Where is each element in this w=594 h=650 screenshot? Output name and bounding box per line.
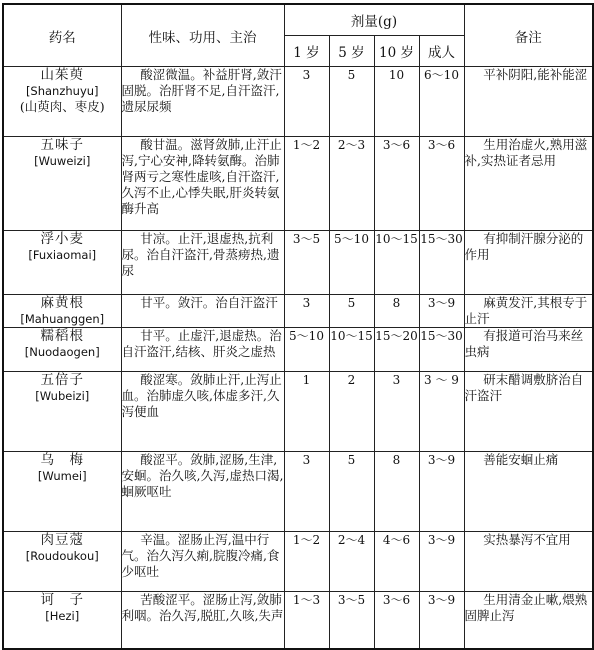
dose-age-10: 4～6: [374, 532, 419, 592]
dose-age-5: 3～5: [329, 592, 374, 649]
herb-properties: 甘平。敛汗。治自汗盗汗: [121, 295, 284, 328]
dose-age-10: 3: [374, 372, 419, 452]
table-row: [3, 67, 593, 137]
table-row: [3, 328, 593, 372]
herb-name: 五味子: [40, 137, 84, 153]
herb-note: 平补阴阳,能补能涩: [464, 67, 593, 137]
dose-age-1: 5～10: [284, 328, 329, 372]
dose-age-1: 3～5: [284, 231, 329, 295]
header-age-1: 1 岁: [284, 36, 329, 67]
herb-properties: 酸甘温。滋肾敛肺,止汗止泻,宁心安神,降转氨酶。治肺肾两亏之寒性虚咳,自汗盗汗,久泻不止,心悸失眠,肝炎转氨酶升高: [121, 137, 284, 231]
dose-age-10: 8: [374, 452, 419, 532]
herb-name: 山茱萸: [40, 67, 84, 83]
herb-name: 糯稻根: [40, 328, 84, 344]
herb-note: 生用清金止嗽,煨熟固脾止泻: [464, 592, 593, 649]
dose-adult: 3～9: [419, 592, 464, 649]
herb-pinyin: [Nuodaogen]: [24, 345, 100, 359]
herb-note: 生用治虚火,熟用滋补,实热证者忌用: [464, 137, 593, 231]
herb-properties: 酸涩微温。补益肝肾,敛汗固脱。治肝肾不足,自汗盗汗,遗尿尿频: [121, 67, 284, 137]
herb-name: 乌 梅: [40, 452, 84, 468]
herb-note: 有报道可治马来丝虫病: [464, 328, 593, 372]
herb-note: 实热暴泻不宜用: [464, 532, 593, 592]
dose-age-5: 5: [329, 452, 374, 532]
herb-table: [2, 3, 594, 650]
dose-age-1: 1: [284, 372, 329, 452]
table-body: [3, 67, 593, 649]
dose-age-1: 3: [284, 295, 329, 328]
herb-properties: 酸涩寒。敛肺止汗,止泻止血。治肺虚久咳,体虚多汗,久泻便血: [121, 372, 284, 452]
header-name: 药名: [3, 4, 121, 67]
header-props: 性味、功用、主治: [121, 4, 284, 67]
herb-pinyin: [Wuweizi]: [34, 154, 91, 168]
herb-note: 麻黄发汗,其根专于止汗: [464, 295, 593, 328]
dose-age-1: 1～2: [284, 137, 329, 231]
herb-properties: 甘平。止虚汗,退虚热。治自汗盗汗,结核、肝炎之虚热: [121, 328, 284, 372]
herb-note: 有抑制汗腺分泌的作用: [464, 231, 593, 295]
dose-age-1: 1～3: [284, 592, 329, 649]
table-row: [3, 592, 593, 649]
herb-pinyin: [Roudoukou]: [25, 549, 99, 563]
header-age-adult: 成人: [419, 36, 464, 67]
dose-adult: 3～9: [419, 295, 464, 328]
dose-adult: 3～9: [419, 532, 464, 592]
dose-age-5: 2: [329, 372, 374, 452]
dose-age-10: 3～6: [374, 592, 419, 649]
header-dose: 剂量(g): [284, 4, 464, 36]
dose-age-5: 5: [329, 295, 374, 328]
table-row: [3, 372, 593, 452]
table-row: [3, 532, 593, 592]
herb-note: 研末醋调敷脐治自汗盗汗: [464, 372, 593, 452]
dose-age-5: 5: [329, 67, 374, 137]
dose-age-1: 3: [284, 452, 329, 532]
header-note: 备注: [464, 4, 593, 67]
herb-pinyin: [Shanzhuyu]: [25, 84, 99, 98]
dose-adult: 3 ～ 9: [419, 372, 464, 452]
herb-name-cell: [3, 532, 121, 592]
dose-age-5: 5～10: [329, 231, 374, 295]
dose-adult: 15～30: [419, 328, 464, 372]
herb-pinyin: [Hezi]: [45, 609, 80, 623]
herb-name: 肉豆蔻: [40, 532, 84, 548]
dose-adult: 3～6: [419, 137, 464, 231]
dose-adult: 15～30: [419, 231, 464, 295]
table-row: [3, 231, 593, 295]
herb-name: 麻黄根: [40, 295, 84, 311]
dose-age-5: 10～15: [329, 328, 374, 372]
dose-age-1: 1～2: [284, 532, 329, 592]
herb-pinyin: [Mahuanggen]: [20, 312, 105, 326]
herb-name-cell: [3, 452, 121, 532]
dose-age-10: 8: [374, 295, 419, 328]
dose-age-10: 10: [374, 67, 419, 137]
herb-name-cell: [3, 67, 121, 137]
dose-adult: 6～10: [419, 67, 464, 137]
dose-age-10: 15～20: [374, 328, 419, 372]
herb-name: 五倍子: [40, 372, 84, 388]
herb-name-cell: [3, 137, 121, 231]
herb-name-cell: [3, 592, 121, 649]
herb-pinyin: [Wubeizi]: [35, 389, 90, 403]
table-row: [3, 137, 593, 231]
herb-pinyin: [Fuxiaomai]: [28, 248, 97, 262]
herb-properties: 辛温。涩肠止泻,温中行气。治久泻久痢,脘腹冷痛,食少呕吐: [121, 532, 284, 592]
dose-age-1: 3: [284, 67, 329, 137]
dose-adult: 3～9: [419, 452, 464, 532]
dose-age-10: 3～6: [374, 137, 419, 231]
herb-name-cell: [3, 295, 121, 328]
herb-name: 浮小麦: [40, 231, 84, 247]
herb-pinyin: [Wumei]: [37, 469, 87, 483]
herb-name-cell: [3, 231, 121, 295]
herb-name-cell: [3, 328, 121, 372]
dose-age-5: 2～4: [329, 532, 374, 592]
herb-properties: 酸涩平。敛肺,涩肠,生津,安蛔。治久咳,久泻,虚热口渴,蛔厥呕吐: [121, 452, 284, 532]
dose-age-5: 2～3: [329, 137, 374, 231]
herb-note: 善能安蛔止痛: [464, 452, 593, 532]
header-age-10: 10 岁: [374, 36, 419, 67]
table-row: [3, 295, 593, 328]
header-row: [3, 4, 593, 36]
dose-age-10: 10～15: [374, 231, 419, 295]
herb-alias: (山萸肉、枣皮): [19, 99, 105, 114]
herb-properties: 甘凉。止汗,退虚热,抗利尿。治自汗盗汗,骨蒸痨热,遗尿: [121, 231, 284, 295]
herb-name-cell: [3, 372, 121, 452]
header-age-5: 5 岁: [329, 36, 374, 67]
herb-properties: 苦酸涩平。涩肠止泻,敛肺利咽。治久泻,脱肛,久咳,失声: [121, 592, 284, 649]
herb-name: 诃 子: [40, 592, 84, 608]
table-row: [3, 452, 593, 532]
